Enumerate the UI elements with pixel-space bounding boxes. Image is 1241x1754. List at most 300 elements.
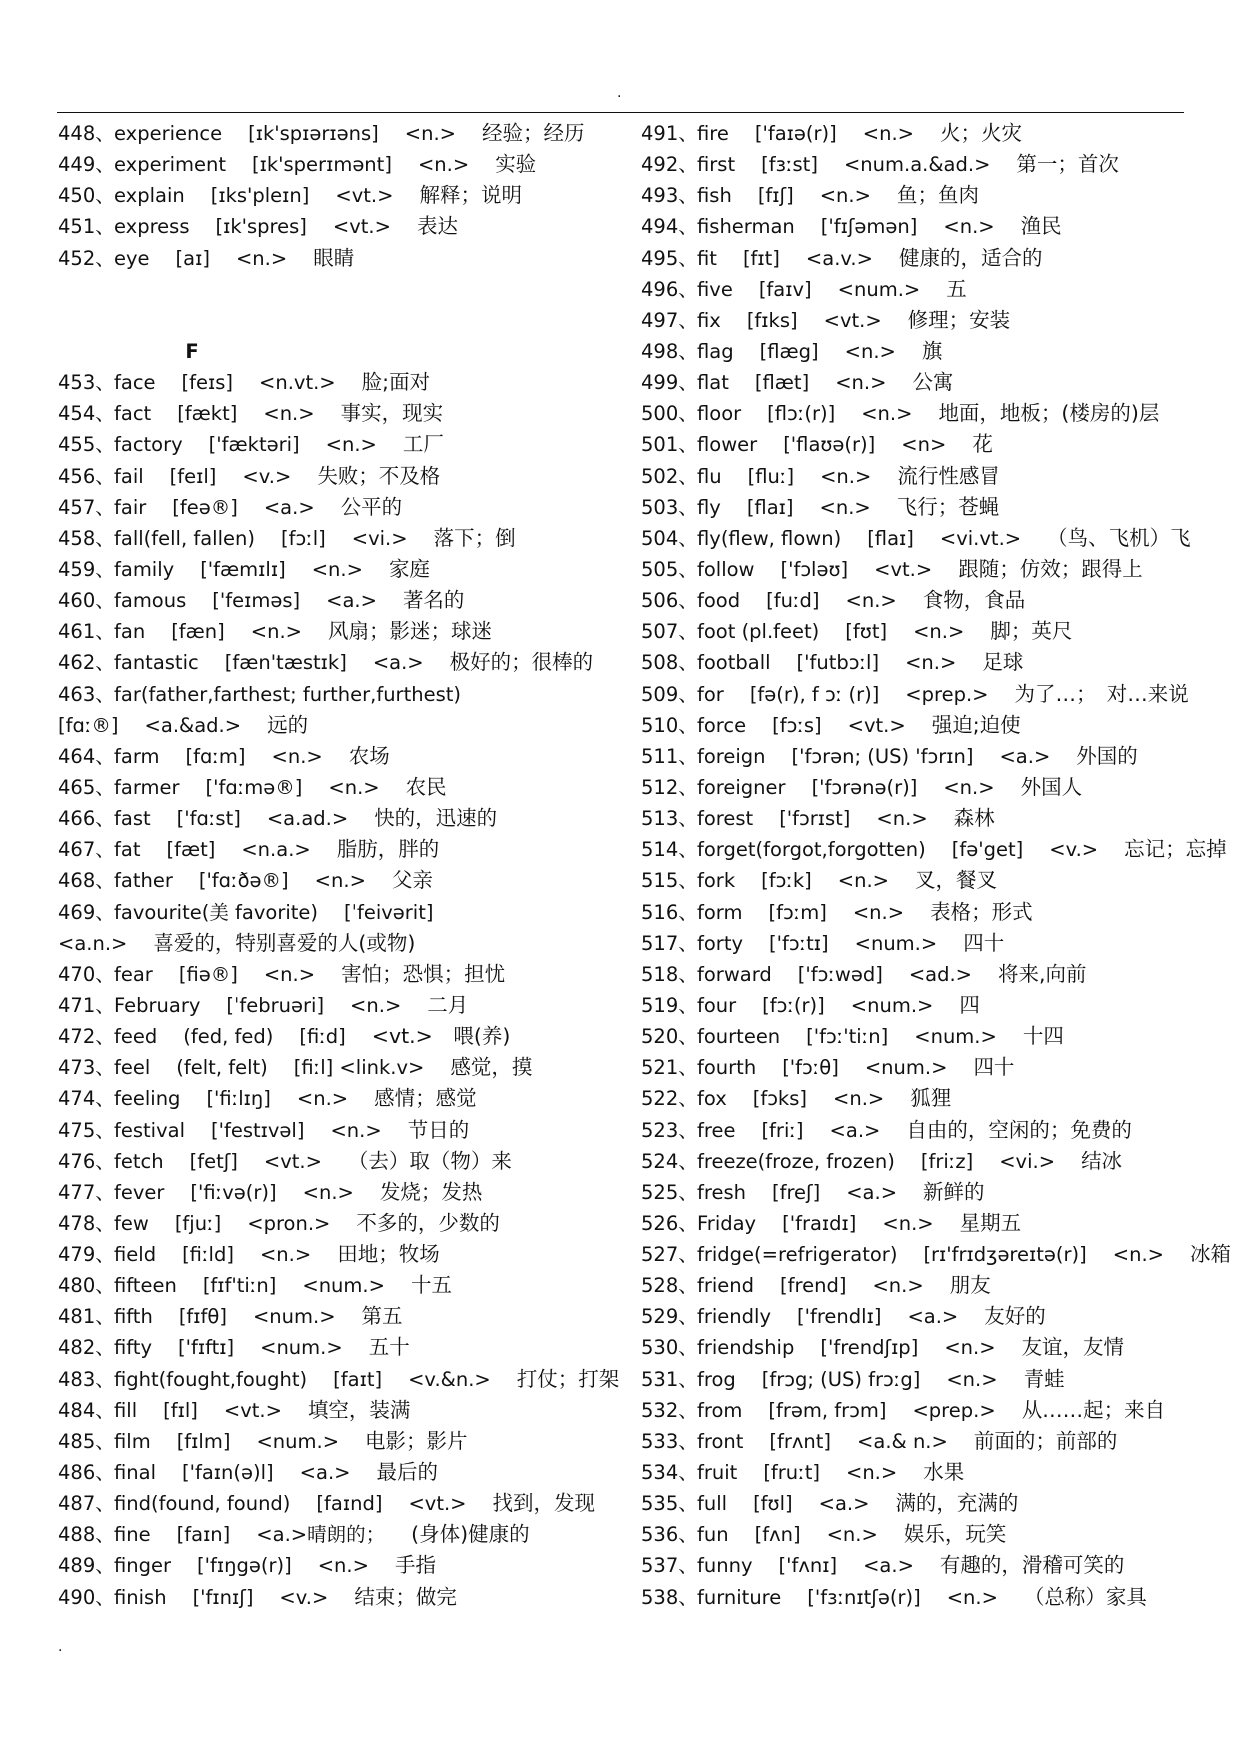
entry-word: foreigner (697, 775, 786, 799)
vocab-entry (641, 1052, 1186, 1083)
entry-word: express (114, 215, 190, 239)
entry-number: 520、 (641, 1025, 698, 1049)
entry-meaning: 农民 (405, 774, 447, 799)
entry-word: farmer (114, 775, 180, 799)
entry-part-of-speech: <n.> (311, 557, 363, 581)
entry-number: 467、 (58, 838, 115, 862)
vocab-entry (58, 211, 626, 242)
entry-part-of-speech: <num.a.&ad.> (843, 153, 991, 177)
entry-word: fast (114, 807, 151, 831)
entry-part-of-speech: <prep.> (912, 1398, 996, 1422)
entry-word: fox (697, 1087, 727, 1111)
entry-meaning: 手指 (394, 1553, 436, 1578)
entry-word: five (697, 277, 733, 301)
entry-part-of-speech: [fiːl] <link.v> (293, 1056, 425, 1080)
entry-meaning: 发烧；发热 (379, 1179, 483, 1204)
entry-phonetic: ['fɑːst] (176, 807, 241, 831)
entry-number: 501、 (641, 433, 698, 457)
entry-word: football (697, 651, 771, 675)
entry-phonetic: ['fɔːtɪ] (769, 931, 829, 955)
vocab-entry (641, 710, 1186, 741)
entry-number: 504、 (641, 526, 698, 550)
entry-phonetic: [fɔːl] (280, 526, 326, 550)
entry-number: 475、 (58, 1118, 115, 1142)
entry-word: flower (697, 433, 758, 457)
entry-number: 452、 (58, 246, 115, 270)
entry-phonetic: [ɪks'pleɪn] (210, 184, 310, 208)
entry-word: friend (697, 1274, 755, 1298)
entry-phonetic: ['fɪnɪʃ] (192, 1585, 254, 1609)
vocab-entry (641, 118, 1186, 149)
entry-meaning: 五 (946, 276, 967, 301)
entry-word: fever (114, 1180, 165, 1204)
vocab-entry (58, 180, 626, 211)
vocab-entry (641, 834, 1227, 865)
entry-meaning: 跟随；仿效；跟得上 (958, 556, 1143, 581)
entry-meaning: 眼睛 (313, 245, 355, 270)
entry-meaning: 解释；说明 (419, 183, 522, 208)
vocab-entry (58, 585, 626, 616)
entry-phonetic: [fiə®] (178, 962, 238, 986)
entry-meaning: 公平的 (340, 494, 403, 519)
entry-number: 478、 (58, 1211, 115, 1235)
vocab-entry (641, 492, 1186, 523)
entry-phonetic: [fetʃ] (189, 1149, 238, 1173)
entry-number: 471、 (58, 993, 115, 1017)
entry-phonetic: [faɪv] (758, 277, 812, 301)
entry-meaning: 前面的；前部的 (973, 1428, 1118, 1453)
entry-word: front (697, 1429, 744, 1453)
entry-part-of-speech: <a.ad.> (266, 807, 349, 831)
entry-phonetic: [ɪk'spres] (215, 215, 307, 239)
vocab-entry (58, 741, 626, 772)
vocab-entry (58, 1457, 626, 1488)
entry-phonetic: ['frendlɪ] (797, 1305, 882, 1329)
entry-word: fifth (114, 1305, 153, 1329)
entry-word: form (697, 900, 743, 924)
entry-part-of-speech: <n.> (944, 1336, 996, 1360)
entry-part-of-speech: <num.> (854, 931, 938, 955)
entry-part-of-speech: <n.> (943, 215, 995, 239)
entry-word: fresh (697, 1180, 746, 1204)
vocab-entry (58, 1177, 626, 1208)
entry-number: 490、 (58, 1585, 115, 1609)
entry-part-of-speech: <num.> (302, 1274, 385, 1298)
entry-phonetic: [ɪk'sperɪmənt] (252, 153, 392, 177)
entry-phonetic: ['fʌnɪ] (778, 1554, 838, 1578)
entry-phonetic: [frʌnt] (769, 1429, 832, 1453)
entry-meaning: 快的，迅速的 (374, 806, 498, 831)
entry-meaning: 脸;面对 (361, 370, 431, 395)
entry-part-of-speech: <vt.> (263, 1149, 322, 1173)
entry-number: 516、 (641, 900, 698, 924)
header-rule (57, 112, 1184, 113)
entry-part-of-speech: <n.vt.> (259, 371, 336, 395)
entry-part-of-speech: <a.> (326, 589, 377, 613)
entry-phonetic: [fʊt] (845, 620, 888, 644)
vocab-entry (58, 149, 626, 180)
entry-number: 513、 (641, 807, 698, 831)
vocab-entry (641, 1146, 1186, 1177)
entry-meaning: 脂肪，胖的 (336, 837, 440, 862)
entry-word: family (114, 557, 175, 581)
entry-number: 535、 (641, 1492, 698, 1516)
entry-meaning: 公寓 (912, 370, 954, 395)
entry-phonetic: [faɪn] (176, 1523, 231, 1547)
entry-meaning: 外国的 (1076, 743, 1138, 768)
entry-meaning: 叉，餐叉 (915, 868, 998, 893)
vocab-entry (641, 928, 1186, 959)
entry-phonetic: [fjuː] (174, 1211, 222, 1235)
entry-part-of-speech: <n.> (835, 371, 887, 395)
entry-word: fix (697, 308, 721, 332)
entry-number: 506、 (641, 589, 698, 613)
entry-word: fantastic (114, 651, 199, 675)
vocab-entry (641, 211, 1186, 242)
vocab-entry (58, 1550, 626, 1581)
vocab-entry (58, 803, 626, 834)
entry-meaning: (身体)健康的 (411, 1522, 530, 1547)
vocab-entry (58, 1021, 626, 1052)
entry-number: 527、 (641, 1243, 698, 1267)
vocab-entry (58, 616, 626, 647)
entry-number: 534、 (641, 1461, 698, 1485)
entry-part-of-speech: <a.> (846, 1180, 898, 1204)
vocab-entry (58, 523, 626, 554)
entry-meaning: 二月 (427, 992, 469, 1017)
entry-part-of-speech: <v.> (279, 1585, 329, 1609)
entry-phonetic: [flæt] (754, 371, 810, 395)
entry-word: follow (697, 557, 755, 581)
entry-part-of-speech: <n.> (404, 122, 457, 145)
entry-part-of-speech: <n.> (302, 1180, 354, 1204)
entry-phonetic: [fɪks] (746, 308, 798, 332)
entry-part-of-speech: <vt.> (408, 1492, 467, 1516)
entry-meaning: 娱乐，玩笑 (903, 1522, 1007, 1547)
entry-number: 500、 (641, 402, 698, 426)
entry-part-of-speech: <n.> (819, 495, 871, 519)
vocab-entry (641, 1426, 1186, 1457)
entry-number: 508、 (641, 651, 698, 675)
entry-phonetic: [frəm, frɔm] (768, 1398, 887, 1422)
entry-number: 486、 (58, 1461, 115, 1485)
vocab-entry (58, 243, 626, 274)
entry-phonetic: ['fiːvə(r)] (190, 1180, 277, 1204)
entry-part-of-speech: <a.> (299, 1461, 351, 1485)
entry-phonetic: ['fɪʃəmən] (820, 215, 918, 239)
entry-number: 462、 (58, 651, 115, 675)
entry-part-of-speech: <num.> (850, 993, 934, 1017)
entry-word: fly(flew, flown) (697, 526, 842, 550)
vocab-entry (58, 118, 626, 149)
vocab-entry (58, 461, 626, 492)
entry-meaning: 事实，现实 (340, 401, 444, 426)
vocab-entry (641, 1083, 1186, 1114)
entry-meaning: 花 (972, 432, 993, 457)
blank-row (58, 274, 626, 305)
entry-number: 450、 (58, 184, 115, 208)
entry-meaning: 外国人 (1020, 774, 1083, 799)
entry-number: 497、 (641, 308, 698, 332)
entry-phonetic: [fɑːm] (185, 744, 246, 768)
entry-number: 485、 (58, 1429, 115, 1453)
entry-phonetic: [ˈfebruəri] (226, 993, 325, 1017)
entry-meaning: 友好的 (984, 1304, 1046, 1329)
entry-part-of-speech: <vi.> (999, 1149, 1056, 1173)
vocab-entry (58, 679, 626, 710)
entry-number: 529、 (641, 1305, 698, 1329)
entry-part-of-speech: <n.> (946, 1367, 998, 1391)
entry-number: 496、 (641, 277, 698, 301)
entry-word: for (697, 682, 724, 706)
vocab-entry (641, 274, 1186, 305)
entry-number: 517、 (641, 931, 698, 955)
entry-part-of-speech: <vt.> (847, 713, 906, 737)
vocab-entry (58, 865, 626, 896)
entry-word: first (697, 153, 736, 177)
entry-word: fire (697, 122, 729, 145)
entry-number: 468、 (58, 869, 115, 893)
entry-phonetic: [flɔː(r)] (767, 402, 836, 426)
entry-number: 526、 (641, 1211, 698, 1235)
entry-part-of-speech: <v.> (242, 464, 292, 488)
entry-word: February (114, 993, 201, 1017)
entry-number: 521、 (641, 1056, 698, 1080)
vocab-column-right (641, 118, 1231, 1613)
entry-part-of-speech: <n.> (250, 620, 303, 644)
entry-phonetic: [faɪt] (333, 1367, 383, 1391)
entry-number: 488、 (58, 1523, 115, 1547)
entry-phonetic: [fæn'tæstɪk] (224, 651, 347, 675)
entry-meaning: 极好的；很棒的 (449, 650, 594, 675)
entry-meaning: 找到，发现 (492, 1491, 595, 1516)
vocab-entry (58, 1332, 626, 1363)
entry-number: 509、 (641, 682, 698, 706)
entry-word: fine (114, 1523, 151, 1547)
entry-phonetic: [freʃ] (771, 1180, 821, 1204)
vocab-entry (641, 803, 1186, 834)
entry-part-of-speech: <n.> (350, 993, 402, 1017)
entry-phonetic: ['fɔː'tiːn] (806, 1025, 889, 1049)
vocab-entry (58, 772, 626, 803)
entry-word: favourite(美 favorite) (114, 900, 318, 924)
vocab-entry (641, 149, 1186, 180)
entry-phonetic: ['fɑːmə®] (205, 775, 303, 799)
entry-number: 495、 (641, 246, 698, 270)
entry-meaning: （去）取（物）来 (347, 1148, 512, 1173)
entry-phonetic: [feɪl] (169, 464, 217, 488)
entry-meaning: 忘记；忘掉 (1124, 837, 1227, 862)
entry-number: 459、 (58, 557, 115, 581)
vocab-entry (641, 1301, 1186, 1332)
entry-meaning: 渔民 (1020, 214, 1062, 239)
vocab-entry (58, 1519, 626, 1550)
entry-number: 533、 (641, 1429, 698, 1453)
entry-part-of-speech: <a.> (907, 1305, 959, 1329)
entry-number: 466、 (58, 807, 115, 831)
entry-word: flag (697, 339, 734, 363)
entry-meaning: 表达 (416, 214, 458, 239)
entry-part-of-speech: <ad.> (908, 962, 973, 986)
entry-meaning: 第一；首次 (1016, 152, 1119, 177)
entry-number: 524、 (641, 1149, 698, 1173)
vocab-entry (58, 1208, 626, 1239)
entry-part-of-speech: <num.> (252, 1305, 336, 1329)
section-letter: F (185, 339, 199, 363)
entry-number: 479、 (58, 1243, 115, 1267)
entry-part-of-speech: <a.> (372, 651, 424, 675)
entry-meaning: 飞行；苍蝇 (896, 494, 1000, 519)
entry-part-of-speech: <n.> (263, 402, 315, 426)
entry-meaning: 十四 (1022, 1024, 1064, 1049)
entry-word: fair (114, 495, 147, 519)
entry-phonetic: ['festɪvəl] (211, 1118, 305, 1142)
entry-part-of-speech: <prep.> (905, 682, 989, 706)
entry-meaning: 青蛙 (1023, 1366, 1065, 1391)
vocab-entry (58, 959, 626, 990)
entry-part-of-speech: <n.> (876, 807, 928, 831)
entry-word: fight(fought,fought) (114, 1367, 308, 1391)
entry-meaning: 水果 (923, 1460, 965, 1485)
entry-meaning: 喜爱的，特别喜爱的人(或物) (153, 930, 416, 955)
entry-phonetic: [fɑː®] (58, 713, 119, 737)
entry-word: Friday (697, 1211, 757, 1235)
entry-word: finger (114, 1554, 172, 1578)
entry-part-of-speech: <a.> (999, 744, 1051, 768)
entry-number: 453、 (58, 371, 115, 395)
entry-phonetic: ['feɪməs] (212, 589, 301, 613)
vocab-entry (58, 1270, 626, 1301)
entry-part-of-speech: <n.> (882, 1211, 934, 1235)
entry-meaning: （总称）家具 (1023, 1584, 1147, 1609)
entry-number: 536、 (641, 1523, 698, 1547)
entry-phonetic: [fə(r), f ɔː (r)] (749, 682, 880, 706)
entry-part-of-speech: <n.> (905, 651, 957, 675)
entry-phonetic: (felt, felt) (176, 1056, 268, 1080)
entry-phonetic: (fed, fed) (183, 1025, 274, 1049)
entry-number: 518、 (641, 962, 698, 986)
entry-meaning: 感情；感觉 (374, 1086, 477, 1111)
vocab-entry (641, 523, 1191, 554)
entry-meaning: 鱼；鱼肉 (896, 183, 979, 208)
entry-word: foot (pl.feet) (697, 620, 820, 644)
entry-number: 530、 (641, 1336, 698, 1360)
entry-part-of-speech: <vi.vt.> (939, 526, 1022, 550)
blank-row (58, 305, 626, 336)
entry-number: 472、 (58, 1025, 115, 1049)
entry-word: feeling (114, 1087, 181, 1111)
entry-part-of-speech: <a.& n.> (857, 1429, 948, 1453)
vocab-entry (641, 1021, 1186, 1052)
vocab-entry (58, 1301, 626, 1332)
entry-phonetic: ['fɔːθ] (782, 1056, 839, 1080)
entry-part-of-speech: <n.> (271, 744, 323, 768)
entry-number: 489、 (58, 1554, 115, 1578)
entry-phonetic: [ˈfeivərit] (344, 900, 434, 924)
entry-meaning: 落下；倒 (433, 525, 516, 550)
entry-number: 477、 (58, 1180, 115, 1204)
vocab-entry (58, 647, 626, 678)
entry-meaning: 从……起；来自 (1021, 1397, 1166, 1422)
entry-part-of-speech: <n.> (826, 1523, 878, 1547)
entry-word: fat (114, 838, 141, 862)
vocab-column-left (58, 118, 626, 1613)
entry-meaning: 强迫;迫使 (931, 712, 1021, 737)
vocab-entry (58, 1364, 626, 1395)
vocab-entry (641, 180, 1186, 211)
entry-phonetic: [faɪnd] (316, 1492, 383, 1516)
entry-phonetic: [fæn] (171, 620, 225, 644)
entry-word: floor (697, 402, 742, 426)
entry-phonetic: [fɪf'tiːn] (202, 1274, 277, 1298)
entry-part-of-speech: <num.> (260, 1336, 343, 1360)
entry-word: fish (697, 184, 732, 208)
entry-meaning: （鸟、飞机）飞 (1047, 525, 1191, 550)
vocab-entry (58, 492, 626, 523)
entry-phonetic: [fuːd] (766, 589, 820, 613)
vocab-entry (58, 367, 626, 398)
entry-meaning: 健康的，适合的 (898, 245, 1043, 270)
entry-meaning: 为了…； 对…来说 (1014, 681, 1189, 706)
entry-word: few (114, 1211, 149, 1235)
entry-phonetic: [flaɪ] (746, 495, 794, 519)
entry-number: 465、 (58, 775, 115, 799)
vocab-entry (641, 990, 1186, 1021)
entry-meaning: 结束；做完 (354, 1584, 457, 1609)
entry-meaning: 填空，装满 (307, 1397, 411, 1422)
entry-meaning: 四 (959, 992, 980, 1017)
vocab-entry-continuation (58, 710, 626, 741)
entry-phonetic: [ɪk'spɪərɪəns] (248, 122, 379, 145)
entry-meaning: 星期五 (959, 1210, 1022, 1235)
entry-number: 454、 (58, 402, 115, 426)
entry-number: 510、 (641, 713, 698, 737)
entry-word: force (697, 713, 747, 737)
entry-word: fly (697, 495, 721, 519)
vocab-entry (641, 647, 1186, 678)
entry-word: four (697, 993, 737, 1017)
entry-word: from (697, 1398, 743, 1422)
vocab-entry (641, 1270, 1186, 1301)
entry-meaning: 森林 (953, 806, 995, 831)
entry-phonetic: [friːz] (920, 1149, 974, 1173)
entry-number: 470、 (58, 962, 115, 986)
entry-meaning: 火；火灾 (940, 121, 1022, 145)
entry-phonetic: ['fɪftɪ] (178, 1336, 235, 1360)
entry-meaning: 著名的 (402, 588, 465, 613)
entry-word: fill (114, 1398, 138, 1422)
entry-number: 484、 (58, 1398, 115, 1422)
vocab-entry (641, 865, 1186, 896)
entry-part-of-speech: <vt.> (332, 215, 391, 239)
entry-number: 469、 (58, 900, 115, 924)
entry-number: 523、 (641, 1118, 698, 1142)
section-header (58, 336, 626, 367)
entry-phonetic: [flaɪ] (867, 526, 914, 550)
entry-phonetic: [fʌn] (754, 1523, 801, 1547)
entry-meaning: 农场 (348, 743, 390, 768)
entry-part-of-speech: <n.> (837, 869, 890, 893)
entry-word: friendly (697, 1305, 771, 1329)
entry-phonetic: ['fiːlɪŋ] (206, 1087, 271, 1111)
vocab-entry (58, 834, 626, 865)
entry-number: 511、 (641, 744, 698, 768)
vocab-entry (58, 1582, 626, 1613)
entry-phonetic: ['faɪə(r)] (754, 122, 837, 145)
entry-part-of-speech: <n.> (259, 1243, 312, 1267)
entry-phonetic: ['fɜːnɪtʃə(r)] (807, 1585, 921, 1609)
entry-part-of-speech: <a.v.> (805, 246, 873, 270)
